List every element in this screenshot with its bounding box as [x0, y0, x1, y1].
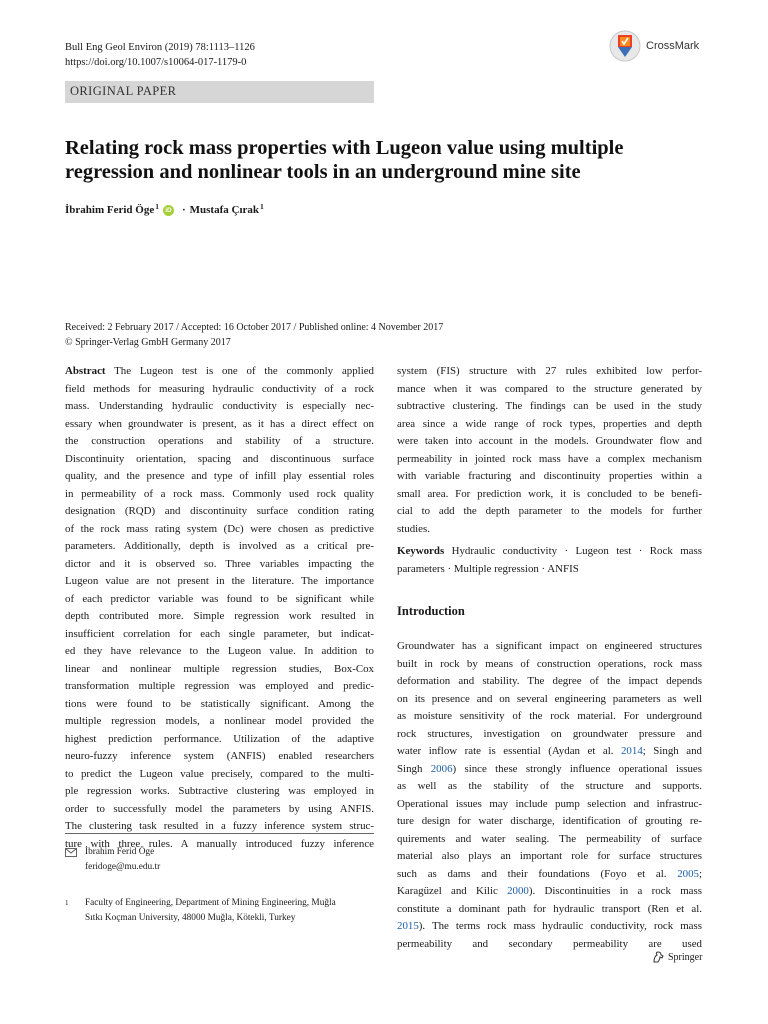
- intro-line: [397, 866, 702, 884]
- abstract-line: Discontinuity orientation, spacing and discontinuous surface: [65, 452, 374, 465]
- abstract-line: were taken into account in the models. Groundwater flow and: [397, 435, 702, 447]
- citation-link[interactable]: 2006: [430, 762, 453, 775]
- envelope-icon: [65, 848, 77, 857]
- citation-link[interactable]: 2000: [507, 885, 529, 897]
- abstract-heading: Abstract: [65, 365, 106, 377]
- abstract-line: linear and nonlinear multiple regression studies, Box-Cox: [65, 662, 374, 675]
- intro-line: material also plays an important role for surface structures: [397, 850, 702, 862]
- intro-text: such as dams and their foundations (Foyo et al.: [397, 867, 667, 880]
- abstract-line: of the rock mass rating system (Dc) were chosen as predictive: [65, 522, 374, 535]
- publisher-logo: [651, 950, 702, 964]
- keywords-block: [397, 543, 702, 578]
- publication-dates-block: [65, 320, 443, 350]
- abstract-line: system (FIS) structure with 27 rules exhibited low perfor-: [397, 365, 702, 377]
- publication-dates: Received: 2 February 2017 / Accepted: 16 October 2017 / Published online: 4 November 2017: [65, 322, 444, 333]
- copyright-notice: © Springer-Verlag GmbH Germany 2017: [65, 337, 231, 348]
- intro-text: ) since these strongly influence operational issues: [452, 762, 702, 775]
- abstract-line: of each predictor variable was found to be significant while: [65, 592, 374, 605]
- intro-line: as moisture sensitivity of the rock material. For underground: [397, 710, 702, 722]
- intro-line: constitute a dominant path for hydraulic transport (Ren et al.: [397, 902, 702, 915]
- abstract-line: permeability in jointed rock mass have a complex mechanism: [397, 452, 702, 465]
- crossmark-icon: [609, 30, 641, 62]
- abstract-line: multiple regression models, a nonlinear model provided the: [65, 715, 374, 727]
- abstract-line: studies.: [397, 522, 430, 535]
- abstract-line: Lugeon value are not present in the literature. The importance: [65, 575, 374, 587]
- abstract-line: area since a wide range of rock types, properties and depth: [397, 417, 702, 430]
- intro-line: rock structures, investigation on groundwater pressure and: [397, 727, 702, 740]
- intro-line: [397, 883, 702, 901]
- author-affiliation-marker: 1: [155, 201, 159, 211]
- abstract-line: insufficient correlation for each single parameter, but indicat-: [65, 627, 374, 640]
- intro-line: Groundwater has a significant impact on engineered structures: [397, 640, 702, 652]
- abstract-line: ple regression works. Subtractive clustering was employed in: [65, 785, 374, 797]
- abstract-column-left: [65, 363, 374, 853]
- abstract-line: in permeability of a rock mass. Commonly used rock quality: [65, 487, 374, 500]
- citation-link[interactable]: 2005: [677, 867, 699, 880]
- abstract-line: ture with three rules. A manually introduced fuzzy inference: [65, 837, 374, 850]
- citation-link[interactable]: 2014: [620, 745, 643, 757]
- abstract-line: highest prediction performance. Utilization of the adaptive: [65, 732, 374, 745]
- corresponding-author-name: İbrahim Ferid Öge: [85, 847, 155, 857]
- abstract-column-right: [397, 363, 702, 538]
- keywords-heading: Keywords: [397, 545, 445, 557]
- intro-text: ;: [698, 867, 702, 880]
- intro-line: ture design for water discharge, identification of grouting re-: [397, 815, 702, 827]
- introduction-body: [397, 638, 702, 953]
- journal-citation: Bull Eng Geol Environ (2019) 78:1113–1126: [65, 42, 255, 53]
- abstract-line: order to successfully model the parameters by using ANFIS.: [65, 802, 374, 815]
- intro-text: ). Discontinuities in a rock mass: [528, 885, 702, 897]
- intro-text: Singh: [397, 762, 431, 775]
- intro-line: [397, 743, 702, 761]
- abstract-line: field methods for measuring hydraulic conductivity of a rock: [65, 382, 374, 395]
- intro-text: ). The terms rock mass hydraulic conductivity, rock mass: [418, 920, 702, 932]
- abstract-line: parameters. Additionally, depth is involved as a critical pre-: [65, 540, 374, 552]
- keywords-line: parameters · Multiple regression · ANFIS: [397, 562, 579, 575]
- abstract-line: cial to add the depth parameter to the models for further: [397, 505, 702, 517]
- abstract-line: mass. Understanding hydraulic conductivity is especially nec-: [65, 400, 374, 412]
- introduction-heading: Introduction: [397, 604, 465, 618]
- citation-link[interactable]: 2015: [397, 920, 419, 932]
- abstract-line: designation (RQD) and discontinuity surface condition rating: [65, 505, 374, 517]
- article-type-label: ORIGINAL PAPER: [70, 84, 177, 98]
- abstract-line: to predict the Lugeon value precisely, compared to the multi-: [65, 767, 374, 780]
- intro-text: ; Singh and: [642, 745, 702, 757]
- intro-line: permeability and secondary permeability are used: [397, 937, 702, 950]
- abstract-line: tions were found to be statistically significant. Among the: [65, 697, 374, 710]
- abstract-line: mance when it was compared to the structure generated by: [397, 382, 702, 395]
- intro-text: water inflow rate is essential (Aydan et al.: [397, 745, 614, 757]
- intro-line: [397, 918, 702, 936]
- abstract-line: The clustering task resulted in a fuzzy inference system struc-: [65, 820, 374, 832]
- abstract-line: neuro-fuzzy inference system (ANFIS) enabled researchers: [65, 750, 374, 762]
- orcid-icon[interactable]: iD: [163, 205, 174, 216]
- author-affiliation-marker: 1: [260, 201, 264, 211]
- publisher-name: Springer: [668, 951, 703, 963]
- author-name[interactable]: İbrahim Ferid Öge: [65, 204, 155, 216]
- crossmark-label: CrossMark: [646, 40, 700, 52]
- paper-title: [65, 136, 705, 184]
- abstract-line: ed they have relevance to the Lugeon value. In addition to: [65, 645, 374, 657]
- affiliation-line: Sıtkı Koçman University, 48000 Muğla, Kötekli, Turkey: [85, 912, 296, 923]
- affiliation-line: Faculty of Engineering, Department of Mining Engineering, Muğla: [85, 898, 336, 908]
- doi-link[interactable]: https://doi.org/10.1007/s10064-017-1179-0: [65, 57, 247, 68]
- abstract-line: essary when groundwater is present, as it has a direct effect on: [65, 417, 374, 430]
- intro-line: quirements and water sealing. The permeability of surface: [397, 832, 702, 845]
- abstract-line: The Lugeon test is one of the commonly applied: [114, 365, 374, 377]
- affiliation-number: 1: [65, 899, 69, 907]
- abstract-line: subtractive clustering. The findings can be used in the study: [397, 400, 702, 412]
- author-separator: ·: [181, 204, 186, 216]
- abstract-line: depth contributed more. Simple regression work resulted in: [65, 610, 374, 622]
- keywords-line: Hydraulic conductivity · Lugeon test · Rock mass: [451, 545, 702, 557]
- intro-line: on its presence and on several engineering parameters as well: [397, 692, 702, 705]
- affiliation-block: [65, 896, 336, 925]
- abstract-first-line: [65, 363, 374, 381]
- intro-line: [397, 761, 702, 779]
- author-list: [65, 201, 264, 216]
- author-name[interactable]: Mustafa Çırak: [189, 204, 259, 216]
- abstract-line: quality, and the presence and type of infill play essential roles: [65, 470, 374, 482]
- abstract-line: the construction operations and stability of a structure.: [65, 435, 374, 447]
- abstract-line: dictor and it is observed so. Three variables impacting the: [65, 557, 374, 570]
- abstract-line: small area. For prediction work, it is concluded to be benefi-: [397, 487, 702, 500]
- abstract-line: transformation multiple regression was employed and predic-: [65, 680, 374, 692]
- intro-text: Karagüzel and Kilic: [397, 885, 508, 897]
- corresponding-author-block: [65, 845, 160, 874]
- abstract-line: with variable fracturing and discontinuity properties within a: [397, 470, 702, 482]
- corresponding-author-email[interactable]: feridoge@mu.edu.tr: [85, 861, 161, 872]
- title-line-2: regression and nonlinear tools in an underground mine site: [65, 161, 581, 183]
- footnote-divider: [65, 833, 374, 834]
- intro-line: built in rock by means of construction operations, rock mass: [397, 657, 702, 670]
- title-line-1: Relating rock mass properties with Lugeon value using multiple: [65, 137, 624, 159]
- intro-line: Operational issues may include pump selection and infrastruc-: [397, 797, 702, 810]
- article-type-banner: [65, 81, 374, 103]
- intro-line: deformation and stability. The degree of the impact depends: [397, 675, 702, 687]
- crossmark-badge[interactable]: [609, 30, 699, 62]
- springer-horse-icon: [651, 950, 665, 964]
- intro-line: as well as the stability of the structure and supports.: [397, 780, 702, 792]
